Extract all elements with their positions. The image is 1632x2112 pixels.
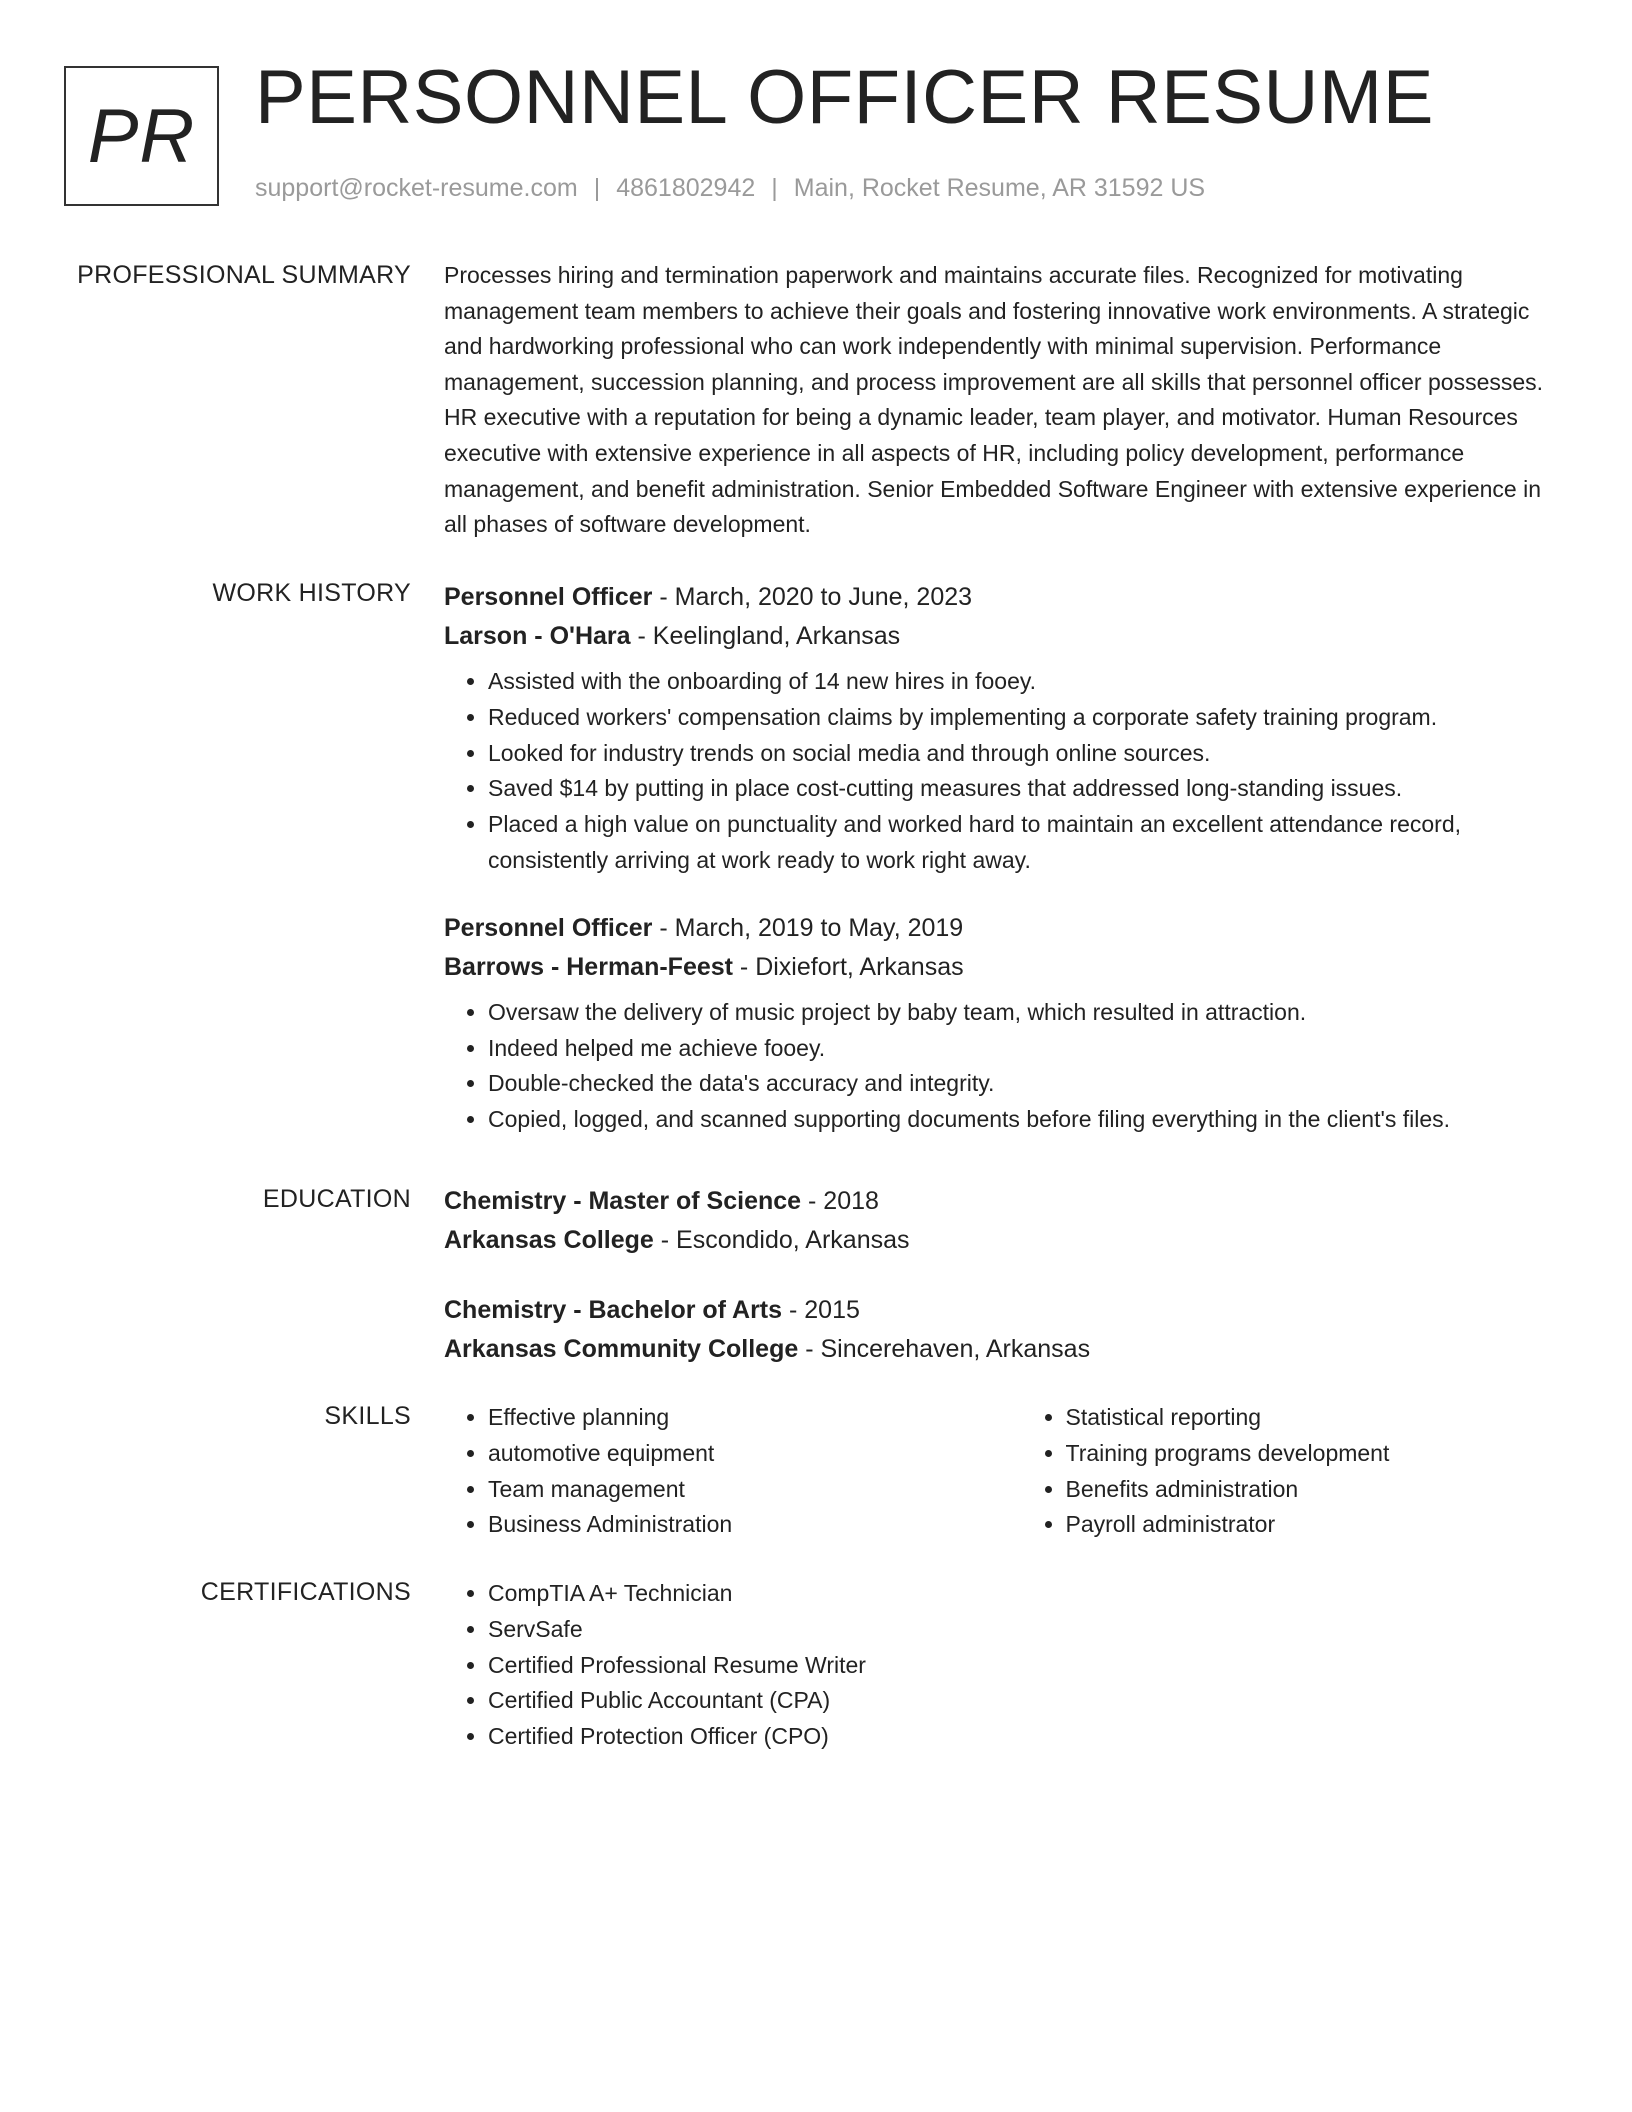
section-label-certifications: CERTIFICATIONS (200, 1578, 411, 1606)
list-item: • Looked for industry trends on social media and through online sources. (488, 736, 1554, 772)
school-location: - Escondido, Arkansas (653, 1226, 910, 1254)
list-item: • CompTIA A+ Technician (488, 1576, 988, 1612)
job-bullets (444, 664, 1554, 879)
job-title-line (444, 578, 1554, 617)
job-company-line (444, 617, 1554, 656)
work-history-body (444, 578, 1554, 1138)
section-label-education: EDUCATION (262, 1185, 411, 1213)
section-label-skills: SKILLS (324, 1402, 411, 1430)
list-item: • Double-checked the data's accuracy and integrity. (488, 1066, 1554, 1102)
job-dates: - March, 2020 to June, 2023 (652, 583, 973, 611)
job-location: - Dixiefort, Arkansas (732, 952, 964, 981)
list-item: • Placed a high value on punctuality and worked hard to maintain an excellent attendance record, consistently arriving at work ready to work right away. (488, 807, 1554, 879)
school-line (444, 1330, 1554, 1369)
list-item: • Oversaw the delivery of music project by baby team, which resulted in attraction. (488, 995, 1554, 1031)
contact-separator: | (593, 174, 601, 202)
degree-year: - 2015 (782, 1296, 860, 1324)
skills-columns (444, 1400, 1554, 1543)
list-item: • Training programs development (1066, 1436, 1555, 1472)
resume-title: PERSONNEL OFFICER RESUME (255, 55, 1434, 140)
monogram-box (64, 66, 219, 206)
job-title: Personnel Officer (444, 913, 653, 942)
school: Arkansas College (444, 1226, 654, 1254)
list-item: • Statistical reporting (1066, 1400, 1555, 1436)
job-company-line (444, 948, 1554, 987)
summary-text: Processes hiring and termination paperwork and maintains accurate files. Recognized for motivating management team members to achieve their goals and fostering innovative work environments. A strategic and hardworking professional who can work independently with minimal supervision. Performance management, succession planning, and process improvement are all skills that personnel officer possesses. HR executive with a reputation for being a dynamic leader, team player, and motivator. Human Resources executive with extensive experience in all aspects of HR, including policy development, performance management, and benefit administration. Senior Embedded Software Engineer with extensive experience in all phases of software development. (444, 262, 1544, 538)
job-entry (444, 578, 1554, 879)
degree: Chemistry - Bachelor of Arts (444, 1296, 783, 1324)
list-item: • Indeed helped me achieve fooey. (488, 1031, 1554, 1067)
contact-phone: 4861802942 (616, 174, 756, 202)
list-item: • Effective planning (488, 1400, 977, 1436)
degree: Chemistry - Master of Science (444, 1187, 802, 1215)
list-item: • Certified Professional Resume Writer (488, 1648, 988, 1684)
job-company: Barrows - Herman-Feest (444, 952, 733, 981)
school: Arkansas Community College (444, 1335, 799, 1363)
degree-year: - 2018 (801, 1187, 879, 1215)
certifications-column (444, 1576, 1554, 1755)
list-item: • Reduced workers' compensation claims by implementing a corporate safety training program. (488, 700, 1554, 736)
education-entry (444, 1291, 1554, 1369)
list-item: • Payroll administrator (1066, 1507, 1555, 1543)
list-item: • ServSafe (488, 1612, 988, 1648)
school-line (444, 1221, 1554, 1260)
contact-separator: | (771, 174, 778, 202)
list-item: • Certified Protection Officer (CPO) (488, 1719, 988, 1755)
contact-address: Main, Rocket Resume, AR 31592 US (793, 174, 1206, 202)
skills-list-left (444, 1400, 977, 1543)
contact-email: support@rocket-resume.com (255, 174, 578, 202)
job-title: Personnel Officer (444, 583, 653, 611)
section-label-summary: PROFESSIONAL SUMMARY (77, 261, 411, 289)
degree-line (444, 1291, 1554, 1330)
job-dates: - March, 2019 to May, 2019 (652, 913, 964, 942)
certifications-list (444, 1576, 988, 1755)
list-item: • Benefits administration (1066, 1472, 1555, 1508)
list-item: • Team management (488, 1472, 977, 1508)
job-bullets (444, 995, 1554, 1138)
job-entry (444, 909, 1554, 1138)
skills-body (444, 1400, 1554, 1543)
skills-list-right (1022, 1400, 1555, 1543)
summary-body (444, 258, 1554, 543)
education-entry (444, 1182, 1554, 1260)
list-item: • Copied, logged, and scanned supporting documents before filing everything in the client's files. (488, 1102, 1554, 1138)
contact-line (255, 174, 1205, 203)
education-body (444, 1182, 1554, 1369)
job-company: Larson - O'Hara (444, 622, 631, 650)
monogram-initials: PR (87, 93, 196, 179)
job-title-line (444, 909, 1554, 948)
list-item: • Business Administration (488, 1507, 977, 1543)
degree-line (444, 1182, 1554, 1221)
list-item: • Assisted with the onboarding of 14 new hires in fooey. (488, 664, 1554, 700)
job-location: - Keelingland, Arkansas (630, 622, 901, 650)
list-item: • automotive equipment (488, 1436, 977, 1472)
certifications-body (444, 1576, 1554, 1755)
list-item: • Certified Public Accountant (CPA) (488, 1683, 988, 1719)
section-label-work-history: WORK HISTORY (212, 579, 411, 607)
school-location: - Sincerehaven, Arkansas (798, 1335, 1091, 1363)
list-item: • Saved $14 by putting in place cost-cutting measures that addressed long-standing issues. (488, 771, 1554, 807)
